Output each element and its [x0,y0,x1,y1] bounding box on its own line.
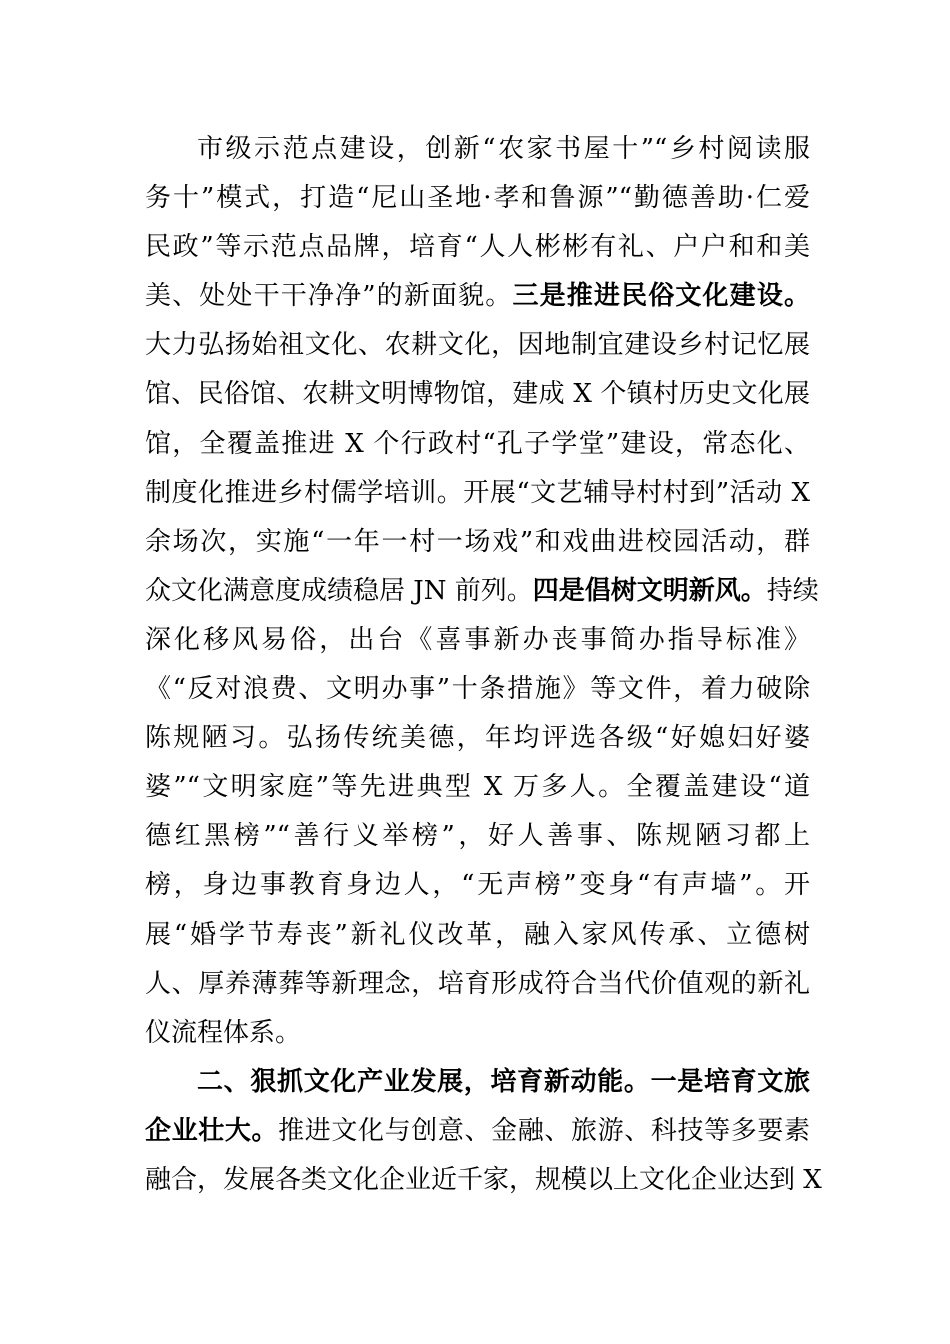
text-segment: 众文化满意度成绩稳居 JN 前列。 [145,575,533,606]
text-segment: 婆”“文明家庭”等先进典型 X 万多人。全覆盖建设“道 [145,772,810,803]
text-segment: 仪流程体系。 [145,1017,302,1048]
text-segment: 馆，全覆盖推进 X 个行政村“孔子学堂”建设，常态化、 [145,428,810,459]
text-line [145,174,810,223]
text-segment: 《“反对浪费、文明办事”十条措施》等文件，着力破除 [145,674,810,705]
text-segment: 市级示范点建设，创新“农家书屋十”“乡村阅读服 [197,134,810,164]
text-line [145,1156,822,1205]
text-line [145,861,810,910]
text-line [145,1107,810,1156]
text-line [145,272,810,321]
text-line [145,665,810,714]
text-segment: 民政”等示范点品牌，培育“人人彬彬有礼、户户和和美 [145,232,810,263]
text-segment: 陈规陋习。弘扬传统美德，年均评选各级“好媳妇好婆 [145,723,810,754]
text-segment: 余场次，实施“一年一村一场戏”和戏曲进校园活动，群 [145,526,810,557]
text-line [145,223,810,272]
text-segment: 展“婚学节寿丧”新礼仪改革，融入家风传承、立德树 [145,919,810,950]
bold-text-segment: 企业壮大。 [145,1115,279,1146]
text-line [145,911,810,960]
paragraph [145,125,819,1058]
text-line [145,1009,810,1058]
text-segment: 制度化推进乡村儒学培训。开展“文艺辅导村村到”活动 X [145,477,810,508]
body-text [145,125,822,1205]
text-segment: 大力弘扬始祖文化、农耕文化，因地制宜建设乡村记忆展 [145,330,810,361]
text-segment: 馆、民俗馆、农耕文明博物馆，建成 X 个镇村历史文化展 [145,379,810,410]
text-segment: 美、处处干干净净”的新面貌。 [145,281,513,312]
bold-text-segment: 四是倡树文明新风。 [532,575,767,606]
text-segment: 德红黑榜”“善行义举榜”，好人善事、陈规陋习都上 [145,821,810,852]
text-line [145,469,810,518]
text-segment: 务十”模式，打造“尼山圣地·孝和鲁源”“勤德善助·仁爱 [145,183,810,214]
bold-text-segment: 二、狠抓文化产业发展，培育新动能。一是培育文旅 [197,1066,810,1097]
text-line [145,420,810,469]
text-segment: 榜，身边事教育身边人，“无声榜”变身“有声墙”。开 [145,870,810,901]
text-line [145,616,810,665]
text-line [145,125,810,174]
paragraph [145,1058,822,1205]
text-line [145,960,810,1009]
text-segment: 融合，发展各类文化企业近千家，规模以上文化企业达到 X [145,1164,822,1195]
text-segment: 深化移风易俗，出台《喜事新办丧事简办指导标准》 [145,624,810,655]
bold-text-segment: 三是推进民俗文化建设。 [512,281,810,312]
text-line [145,812,810,861]
text-segment: 推进文化与创意、金融、旅游、科技等多要素 [278,1115,810,1146]
text-line [145,714,810,763]
text-segment: 持续 [766,575,819,606]
text-line [145,370,810,419]
text-line [145,321,810,370]
text-line [145,567,819,616]
text-line [145,763,810,812]
text-segment: 人、厚养薄葬等新理念，培育形成符合当代价值观的新礼 [145,968,810,999]
text-line [145,518,810,567]
text-line [145,1058,810,1107]
